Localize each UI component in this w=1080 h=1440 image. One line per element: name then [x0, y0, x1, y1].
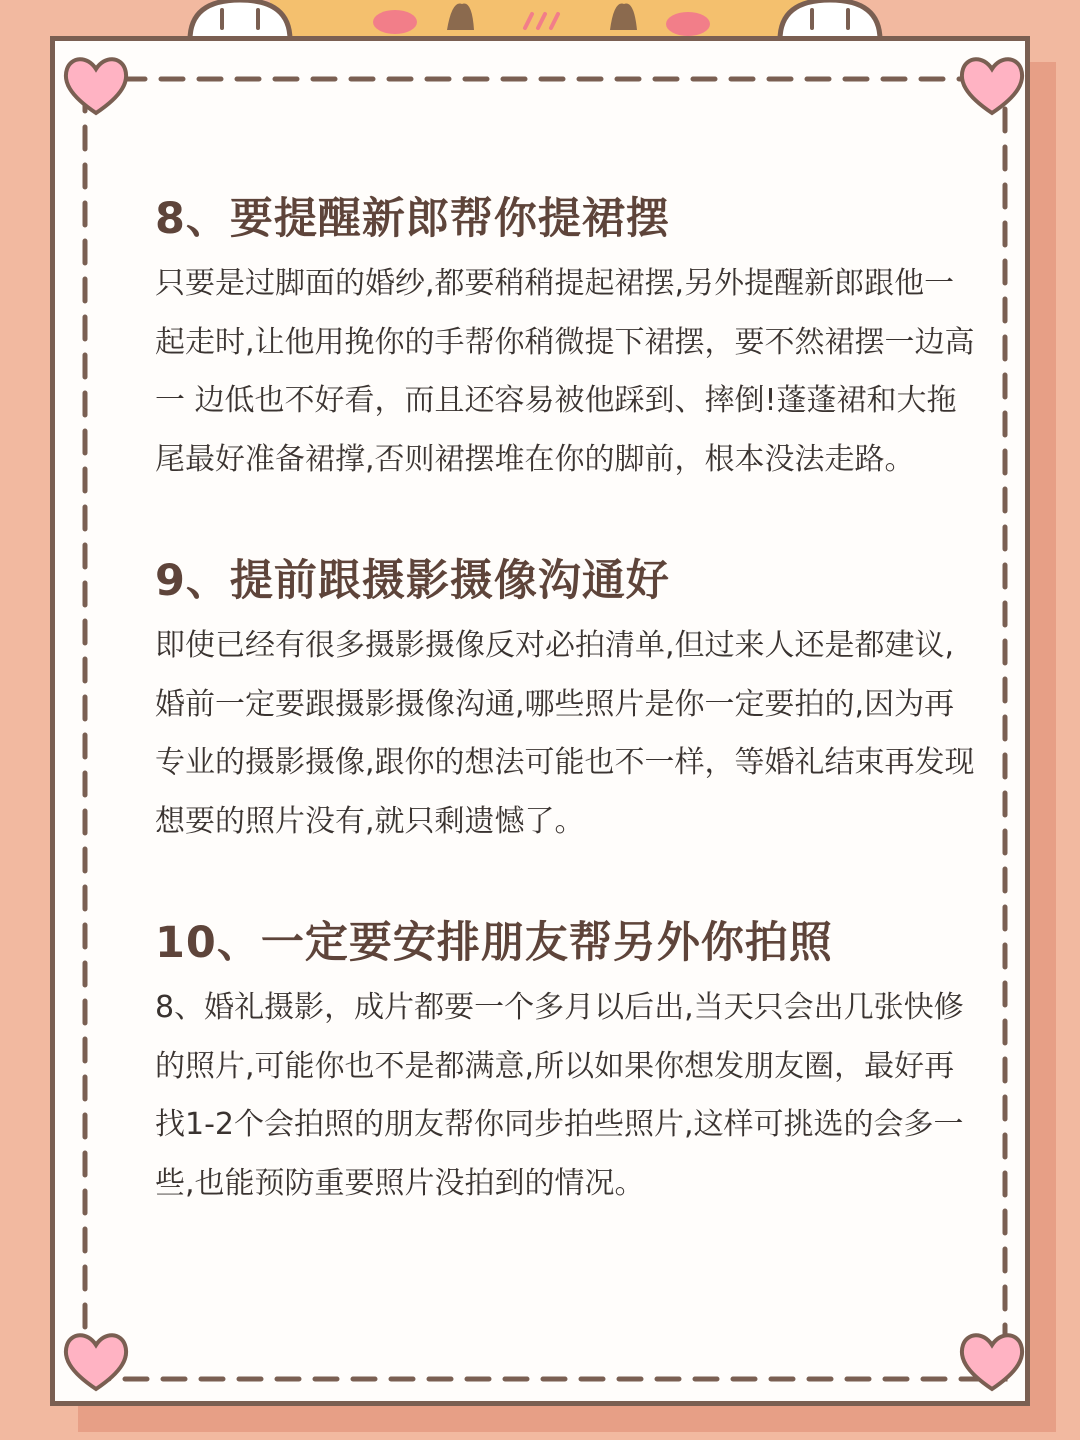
section-body: 即使已经有很多摄影摄像反对必拍清单,但过来人还是都建议,婚前一定要跟摄影摄像沟通,哪些照片是你一定要拍的,因为再专业的摄影摄像,跟你的想法可能也不一样，等婚礼结束再发现想要的照片没有,就只剩遗憾了。	[155, 628, 975, 839]
tip-section-8	[155, 189, 975, 489]
note-card	[50, 36, 1030, 1406]
tip-section-9	[155, 551, 975, 851]
section-title: 8、要提醒新郎帮你提裙摆	[155, 194, 670, 244]
section-title: 9、提前跟摄影摄像沟通好	[155, 556, 670, 606]
section-body: 8、婚礼摄影，成片都要一个多月以后出,当天只会出几张快修的照片,可能你也不是都满意,所以如果你想发朋友圈，最好再找1-2个会拍照的朋友帮你同步拍些照片,这样可挑选的会多一些,也能预防重要照片没拍到的情况。	[155, 990, 964, 1201]
heart-icon	[955, 49, 1029, 119]
cat-paw-icon	[190, 0, 290, 40]
tip-section-10	[155, 913, 975, 1213]
section-body: 只要是过脚面的婚纱,都要稍稍提起裙摆,另外提醒新郎跟他一起走时,让他用挽你的手帮你稍微提下裙摆，要不然裙摆一边高一 边低也不好看，而且还容易被他踩到、摔倒!蓬蓬裙和大拖尾最好准备裙撑,否则裙摆堆在你的脚前，根本没法走路。	[155, 266, 975, 477]
heart-icon	[955, 1325, 1029, 1395]
tips-content	[155, 189, 975, 1275]
heart-icon	[59, 49, 133, 119]
cat-paw-icon	[780, 0, 880, 40]
section-title: 10、一定要安排朋友帮另外你拍照	[155, 918, 833, 968]
heart-icon	[59, 1325, 133, 1395]
